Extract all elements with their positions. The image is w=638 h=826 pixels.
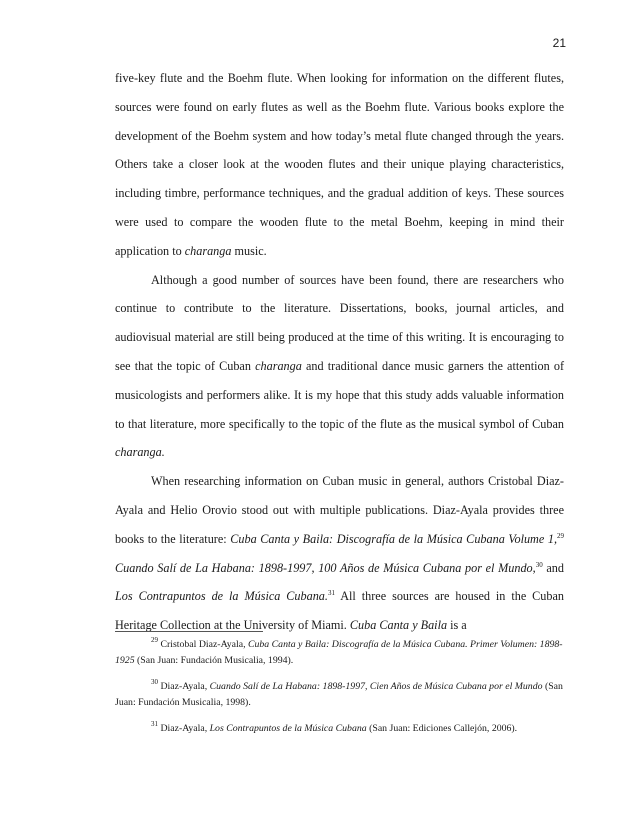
text-run: All three sources are housed in the Cuban Heritage Collection at the University of Miami. xyxy=(115,589,564,633)
footnote-ref[interactable]: 31 xyxy=(327,589,335,598)
text-run: Although a good number of sources have been found, there are researchers who continue to contribute to the literature. Dissertations, books, journal articles, and audiovisual material are still being produced at the time of this writing. It is encouraging to see that the topic of Cuban xyxy=(115,272,564,373)
italic-run: Los Contrapuntos de la Música Cubana xyxy=(209,723,367,734)
italic-run: Los Contrapuntos de la Música Cubana. xyxy=(115,589,328,604)
text-run: (San Juan: Fundación Musicalia, 1998). xyxy=(115,681,563,708)
text-run: and xyxy=(542,560,564,575)
footnote-number: 30 xyxy=(151,678,158,686)
page-number: 21 xyxy=(552,36,566,50)
italic-run: Cuando Salí de La Habana: 1898-1997, Cien Años de Música Cubana por el Mundo xyxy=(209,681,543,692)
text-run: music. xyxy=(231,243,267,258)
body-text xyxy=(115,64,564,640)
text-run: Diaz-Ayala, xyxy=(158,723,210,734)
footnote-ref[interactable]: 30 xyxy=(535,560,543,569)
footnote-30 xyxy=(115,679,564,710)
footnote-number: 31 xyxy=(151,720,158,728)
paragraph-1 xyxy=(115,64,564,266)
italic-run: Cuando Salí de La Habana: 1898-1997, 100 Años de Música Cubana por el Mundo, xyxy=(115,560,536,575)
italic-run: charanga. xyxy=(115,445,165,460)
footnote-number: 29 xyxy=(151,636,158,644)
text-run: Cristobal Diaz-Ayala, xyxy=(158,639,248,650)
paragraph-2 xyxy=(115,266,564,468)
footnote-ref[interactable]: 29 xyxy=(557,531,564,540)
footnote-31 xyxy=(115,721,564,737)
text-run: is a xyxy=(447,618,467,633)
paragraph-3 xyxy=(115,467,564,640)
italic-run: Cuba Canta y Baila: Discografía de la Música Cubana. Primer Volumen: 1898-1925 xyxy=(115,639,563,666)
text-run: Diaz-Ayala, xyxy=(158,681,210,692)
footnotes xyxy=(115,637,564,748)
italic-run: Cuba Canta y Baila xyxy=(349,618,448,633)
italic-run: charanga xyxy=(255,358,302,373)
italic-run: charanga xyxy=(184,243,232,258)
text-run: (San Juan: Fundación Musicalia, 1994). xyxy=(134,654,294,666)
footnote-29 xyxy=(115,637,564,668)
text-run: five-key flute and the Boehm flute. When looking for information on the different flutes, sources were found on early flutes as well as the Boehm flute. Various books explore the development of the Boehm system and how today’s metal flute changed through the years. Others take a closer look at the wooden flutes and their unique playing characteristics, including timbre, performance techniques, and the gradual addition of keys. These sources were used to compare the wooden flute to the metal Boehm, keeping in mind their application to xyxy=(115,71,564,258)
footnote-separator xyxy=(115,631,263,632)
text-run: and traditional dance music garners the attention of musicologists and performers alike. It is my hope that this study adds valuable information to that literature, more specifically to the topic of the flute as the musical symbol of Cuban xyxy=(115,358,565,431)
text-run: When researching information on Cuban music in general, authors Cristobal Diaz-Ayala and Helio Orovio stood out with multiple publications. Diaz-Ayala provides three books to the literature: xyxy=(115,474,564,546)
text-run: (San Juan: Ediciones Callejón, 2006). xyxy=(366,723,518,734)
italic-run: Cuba Canta y Baila: Discografía de la Música Cubana Volume 1, xyxy=(230,531,557,546)
